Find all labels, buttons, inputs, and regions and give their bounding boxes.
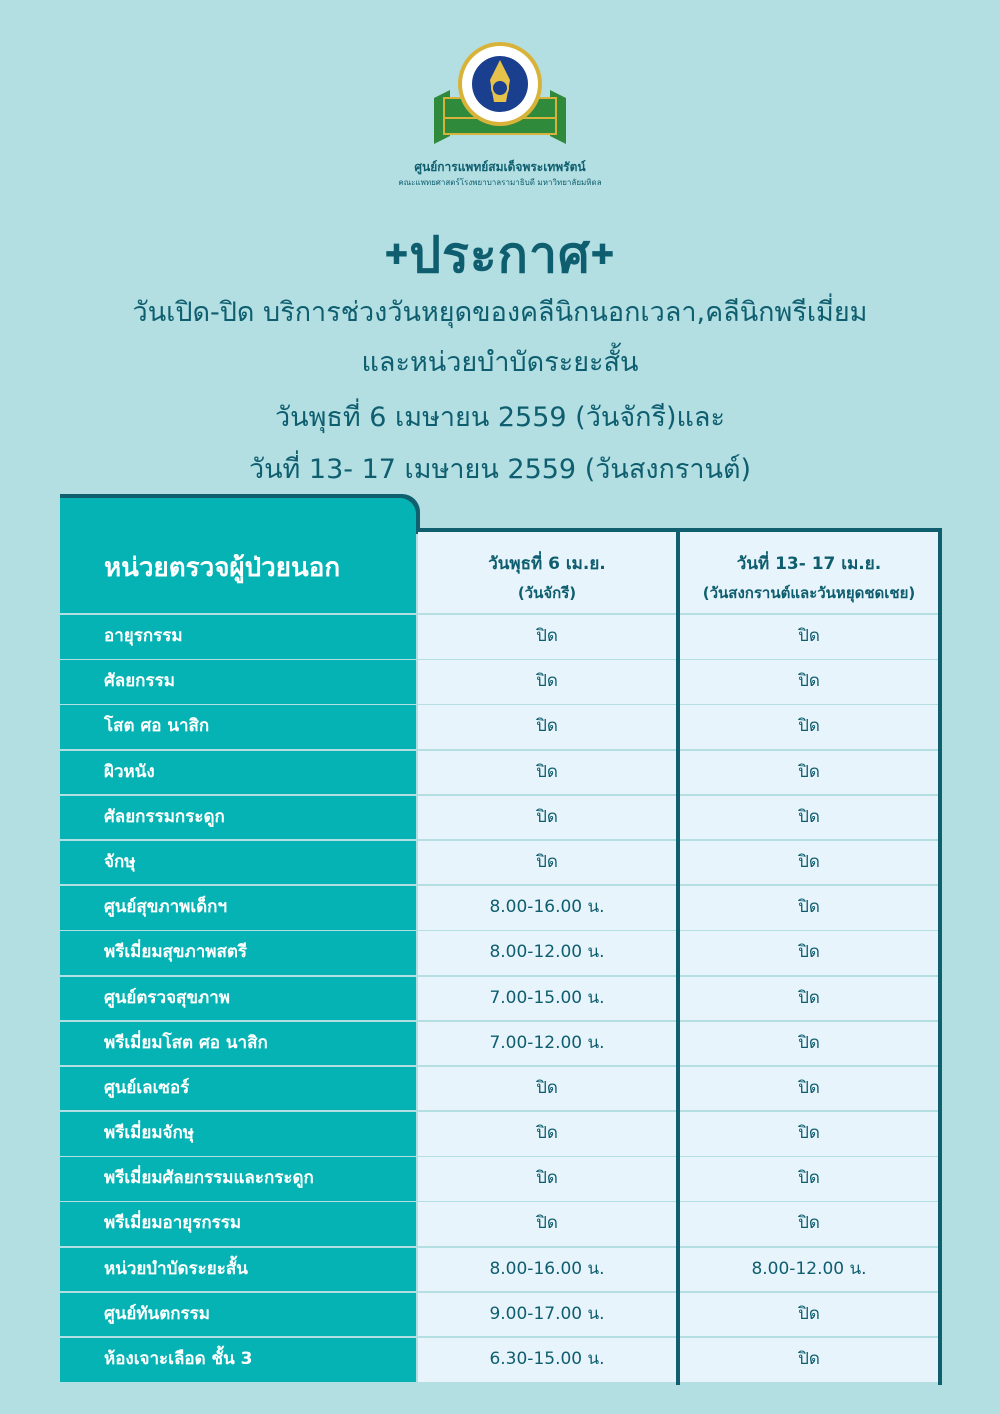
header-apr13-17-note: (วันสงกรานต์และวันหยุดชดเชย) <box>702 584 916 602</box>
apr13-17-hours: ปิด <box>680 1022 938 1066</box>
apr6-hours: ปิด <box>418 1067 676 1111</box>
apr6-hours: ปิด <box>418 796 676 840</box>
apr6-hours: ปิด <box>418 1112 676 1156</box>
header-apr6-date: วันพุธที่ 6 เม.ย. <box>488 554 606 574</box>
org-name: ศูนย์การแพทย์สมเด็จพระเทพรัตน์ <box>414 160 586 174</box>
table-row <box>60 1022 942 1066</box>
unit-name: ศูนย์สุขภาพเด็กฯ <box>60 886 416 930</box>
subtitle-line-3: วันพุธที่ 6 เมษายน 2559 (วันจักรี)และ <box>275 402 725 433</box>
apr13-17-hours: ปิด <box>680 977 938 1021</box>
apr13-17-hours: ปิด <box>680 1338 938 1382</box>
apr13-17-hours: ปิด <box>680 1202 938 1246</box>
unit-name: ศัลยกรรมกระดูก <box>60 796 416 840</box>
table-row <box>60 1112 942 1156</box>
apr13-17-hours: ปิด <box>680 615 938 659</box>
org-subtitle: คณะแพทยศาสตร์โรงพยาบาลรามาธิบดี มหาวิทยาลัยมหิดล <box>398 178 602 187</box>
unit-name: ห้องเจาะเลือด ชั้น 3 <box>60 1338 416 1382</box>
table-row <box>60 1067 942 1111</box>
unit-name: พรีเมี่ยมสุขภาพสตรี <box>60 931 416 975</box>
table-row <box>60 1157 942 1201</box>
table-row <box>60 1293 942 1337</box>
header-apr13-17-date: วันที่ 13- 17 เม.ย. <box>736 554 882 574</box>
apr13-17-hours: ปิด <box>680 1293 938 1337</box>
apr6-hours: 7.00-12.00 น. <box>418 1022 676 1066</box>
unit-name: ศัลยกรรม <box>60 660 416 704</box>
apr6-hours: ปิด <box>418 751 676 795</box>
table-row <box>60 977 942 1021</box>
unit-name: จักษุ <box>60 841 416 885</box>
apr13-17-hours: ปิด <box>680 796 938 840</box>
schedule-table-body <box>60 615 942 1383</box>
apr13-17-hours: ปิด <box>680 1067 938 1111</box>
unit-name: พรีเมี่ยมอายุรกรรม <box>60 1202 416 1246</box>
apr13-17-hours: ปิด <box>680 841 938 885</box>
apr6-hours: 8.00-16.00 น. <box>418 886 676 930</box>
unit-name: ศูนย์ตรวจสุขภาพ <box>60 977 416 1021</box>
unit-name: อายุรกรรม <box>60 615 416 659</box>
apr13-17-hours: ปิด <box>680 1157 938 1201</box>
table-row <box>60 841 942 885</box>
unit-name: ศูนย์ทันตกรรม <box>60 1293 416 1337</box>
apr13-17-hours: ปิด <box>680 705 938 749</box>
faculty-logo <box>430 40 570 150</box>
apr6-hours: ปิด <box>418 615 676 659</box>
apr6-hours: ปิด <box>418 705 676 749</box>
subtitle-line-4: วันที่ 13- 17 เมษายน 2559 (วันสงกรานต์) <box>248 454 752 485</box>
header-unit-label: หน่วยตรวจผู้ป่วยนอก <box>104 553 341 583</box>
table-row <box>60 886 942 930</box>
apr6-hours: ปิด <box>418 1202 676 1246</box>
table-row <box>60 931 942 975</box>
apr6-hours: 8.00-16.00 น. <box>418 1248 676 1292</box>
unit-name: ศูนย์เลเซอร์ <box>60 1067 416 1111</box>
table-row <box>60 1202 942 1246</box>
table-row <box>60 796 942 840</box>
title-text: ประกาศ <box>409 226 591 284</box>
apr13-17-hours: ปิด <box>680 886 938 930</box>
apr6-hours: ปิด <box>418 841 676 885</box>
subtitle-line-2: และหน่วยบำบัดระยะสั้น <box>361 347 639 378</box>
table-header-unit <box>60 530 416 613</box>
table-header-apr6 <box>418 532 676 613</box>
apr13-17-hours: ปิด <box>680 1112 938 1156</box>
unit-name: หน่วยบำบัดระยะสั้น <box>60 1248 416 1292</box>
apr6-hours: 7.00-15.00 น. <box>418 977 676 1021</box>
unit-name: พรีเมี่ยมจักษุ <box>60 1112 416 1156</box>
table-row <box>60 751 942 795</box>
plus-icon: ✚ <box>384 238 410 271</box>
page-title <box>0 216 1000 295</box>
table-header-apr13-17 <box>680 532 938 613</box>
unit-name: ผิวหนัง <box>60 751 416 795</box>
table-row <box>60 1248 942 1292</box>
apr6-hours: ปิด <box>418 1157 676 1201</box>
apr6-hours: ปิด <box>418 660 676 704</box>
unit-name: พรีเมี่ยมศัลยกรรมและกระดูก <box>60 1157 416 1201</box>
unit-name: โสต ศอ นาสิก <box>60 705 416 749</box>
apr6-hours: 8.00-12.00 น. <box>418 931 676 975</box>
apr13-17-hours: ปิด <box>680 751 938 795</box>
apr6-hours: 6.30-15.00 น. <box>418 1338 676 1382</box>
unit-name: พรีเมี่ยมโสต ศอ นาสิก <box>60 1022 416 1066</box>
apr13-17-hours: ปิด <box>680 931 938 975</box>
table-row <box>60 660 942 704</box>
subtitle-line-1: วันเปิด-ปิด บริการช่วงวันหยุดของคลีนิกนอกเวลา,คลีนิกพรีเมี่ยม <box>132 297 868 328</box>
apr6-hours: 9.00-17.00 น. <box>418 1293 676 1337</box>
apr13-17-hours: ปิด <box>680 660 938 704</box>
table-row <box>60 615 942 659</box>
table-row <box>60 1338 942 1382</box>
header-apr6-note: (วันจักรี) <box>517 584 577 602</box>
apr13-17-hours: 8.00-12.00 น. <box>680 1248 938 1292</box>
plus-icon: ✚ <box>590 238 616 271</box>
table-row <box>60 705 942 749</box>
